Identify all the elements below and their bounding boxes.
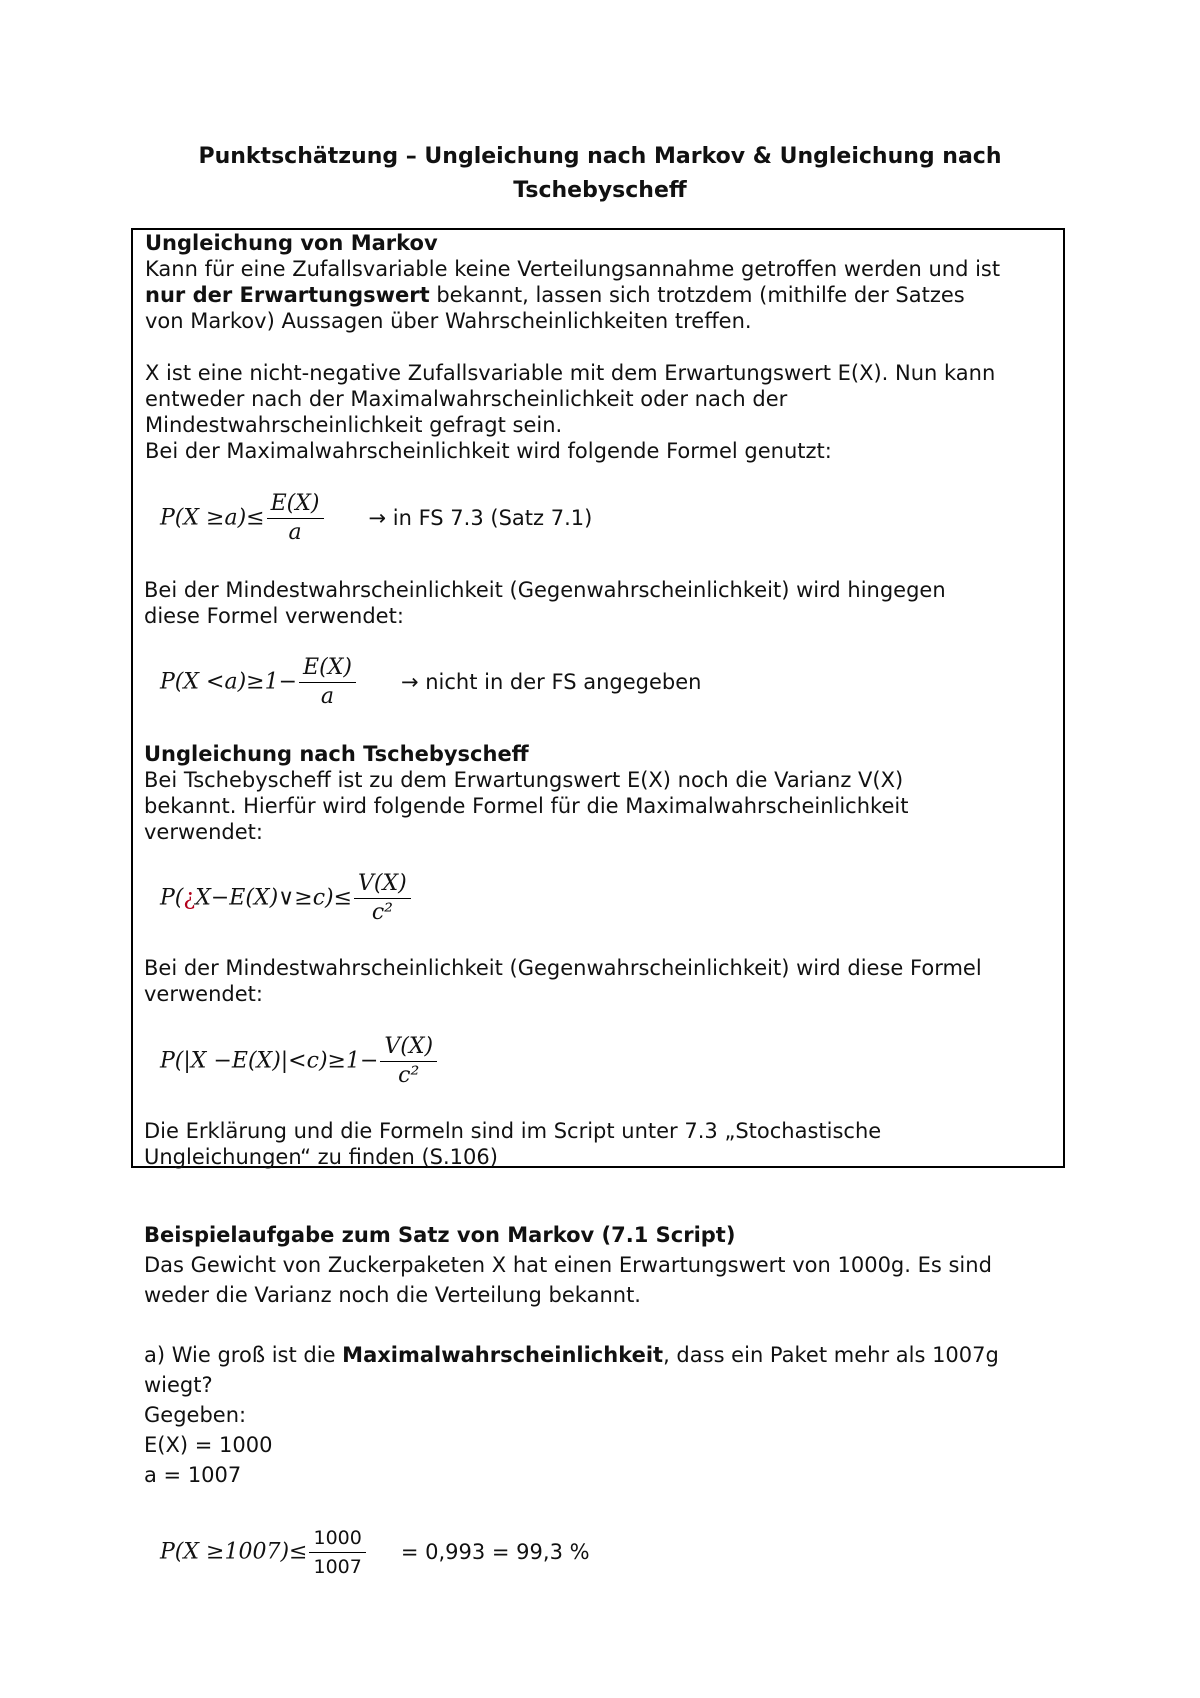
fraction: $\frac{E(X)}{a}$ bbox=[299, 654, 356, 711]
formula-tscheb-max: P(¿X−E(X)∨≥c)≤ $\frac{V(X)}{\text{c²}}$ bbox=[160, 870, 413, 927]
fraction: $\frac{V(X)}{\text{c²}}$ bbox=[380, 1033, 437, 1090]
markov-text-line: X ist eine nicht-negative Zufallsvariable mit dem Erwartungswert E(X). Nun kann bbox=[145, 361, 996, 385]
title-line-1: Punktschätzung – Ungleichung nach Markov & Ungleichung nach bbox=[198, 144, 1002, 169]
markov-text-line: nur der Erwartungswert bekannt, lassen sich trotzdem (mithilfe der Satzes bbox=[145, 283, 965, 307]
given-label: Gegeben: bbox=[144, 1403, 247, 1427]
title-line-2: Tschebyscheff bbox=[513, 178, 687, 203]
box-footer: Die Erklärung und die Formeln sind im Script unter 7.3 „Stochastische Ungleichungen“ zu finden (S.106) bbox=[144, 1119, 882, 1169]
fraction: $\frac{1000}{1007}$ bbox=[309, 1524, 365, 1581]
render-error-glyph: ¿ bbox=[183, 885, 196, 911]
markov-text-line: entweder nach der Maximalwahrscheinlichkeit oder nach der bbox=[145, 387, 788, 411]
tschebyscheff-heading: Ungleichung nach Tschebyscheff bbox=[144, 742, 529, 766]
markov-text-line: Kann für eine Zufallsvariable keine Verteilungsannahme getroffen werden und ist bbox=[145, 257, 1001, 281]
formula-example: P(X ≥1007)≤ $\frac{1000}{1007}$ = 0,993 = 99,3 % bbox=[160, 1524, 590, 1581]
page-title bbox=[130, 140, 1070, 208]
formula-markov-max: P(X ≥a)≤ $\frac{E(X)}{a}$ → in FS 7.3 (Satz 7.1) bbox=[160, 491, 593, 545]
markov-text-block: Bei der Mindestwahrscheinlichkeit (Gegenwahrscheinlichkeit) wird hingegen diese Formel verwendet: bbox=[144, 578, 946, 628]
tschebyscheff-text-block: Bei der Mindestwahrscheinlichkeit (Gegenwahrscheinlichkeit) wird diese Formel verwendet: bbox=[144, 956, 982, 1006]
markov-heading: Ungleichung von Markov bbox=[145, 231, 438, 255]
markov-text-line: Bei der Maximalwahrscheinlichkeit wird folgende Formel genutzt: bbox=[145, 439, 832, 463]
tschebyscheff-block: Ungleichung nach Tschebyscheff Bei Tschebyscheff ist zu dem Erwartungswert E(X) noch die Varianz V(X) bekannt. Hierfür wird folgende Formel für die Maximalwahrscheinlichkeit verwendet: bbox=[144, 742, 909, 844]
question-a: a) Wie groß ist die Maximalwahrscheinlichkeit, dass ein Paket mehr als 1007g bbox=[144, 1343, 999, 1367]
formula-result: = 0,993 = 99,3 % bbox=[400, 1539, 590, 1564]
formula-note: → nicht in der FS angegeben bbox=[400, 669, 702, 694]
fraction: $\frac{E(X)}{a}$ bbox=[267, 490, 324, 547]
given-value: E(X) = 1000 bbox=[144, 1433, 273, 1457]
bold-term: nur der Erwartungswert bbox=[145, 283, 430, 307]
markov-text-line: von Markov) Aussagen über Wahrscheinlichkeiten treffen. bbox=[145, 309, 752, 333]
formula-tscheb-min: P(|X −E(X)|<c)≥1− $\frac{V(X)}{\text{c²}}$ bbox=[160, 1033, 439, 1090]
formula-markov-min: P(X <a)≥1− $\frac{E(X)}{a}$ → nicht in der FS angegeben bbox=[160, 655, 702, 709]
example-heading: Beispielaufgabe zum Satz von Markov (7.1 Script) bbox=[144, 1223, 736, 1247]
fraction: $\frac{V(X)}{\text{c²}}$ bbox=[354, 870, 411, 927]
given-value: a = 1007 bbox=[144, 1463, 242, 1487]
example-section: Beispielaufgabe zum Satz von Markov (7.1 Script) Das Gewicht von Zuckerpaketen X hat einen Erwartungswert von 1000g. Es sind weder die Varianz noch die Verteilung bekannt. a) Wie groß ist die Maximalwahrscheinlichkeit, dass ein Paket mehr als 1007g wiegt? Gegeben: E(X) = 1000 a = 1007 bbox=[144, 1220, 1064, 1490]
markov-text-line: Mindestwahrscheinlichkeit gefragt sein. bbox=[145, 413, 563, 437]
formula-note: → in FS 7.3 (Satz 7.1) bbox=[368, 505, 593, 530]
